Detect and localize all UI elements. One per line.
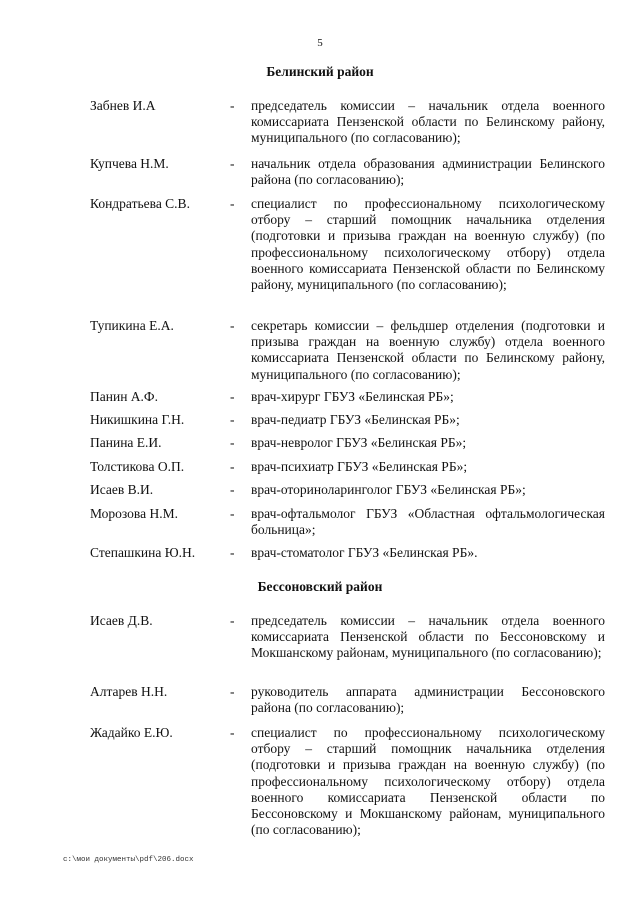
section-heading-belinsky: Белинский район: [266, 64, 374, 79]
dash-separator: -: [230, 613, 235, 628]
member-name: Исаев В.И.: [90, 482, 154, 497]
member-role: врач-психиатр ГБУЗ «Белинская РБ»;: [251, 459, 468, 474]
section-heading-bessonovsky: Бессоновский район: [257, 579, 383, 594]
dash-separator: -: [230, 156, 235, 171]
dash-separator: -: [230, 545, 235, 560]
member-role: секретарь комиссии – фельдшер отделения (подготовки и призыва граждан на военную службу) отдела военного комиссариата Пензенской области по Белинскому району, муниципального (по согласованию);: [251, 318, 605, 382]
dash-separator: -: [230, 98, 235, 113]
member-name: Толстикова О.П.: [90, 459, 185, 474]
member-name: Кондратьева С.В.: [90, 196, 190, 211]
member-name: Купчева Н.М.: [90, 156, 169, 171]
member-name: Алтарев Н.Н.: [90, 684, 168, 699]
dash-separator: -: [230, 482, 235, 497]
member-name: Забнев И.А: [90, 98, 156, 113]
member-role: специалист по профессиональному психологическому отбору – старший помощник начальника отделения (подготовки и призыва граждан на военную службу) (по профессиональному психологическому отбору) отдела военного комиссариата Пензенской области по Белинскому району, муниципального (по согласованию);: [251, 196, 605, 293]
member-name: Панин А.Ф.: [90, 389, 158, 404]
member-role: врач-стоматолог ГБУЗ «Белинская РБ».: [251, 545, 478, 560]
member-role: врач-педиатр ГБУЗ «Белинская РБ»;: [251, 412, 460, 427]
member-name: Исаев Д.В.: [90, 613, 153, 628]
dash-separator: -: [230, 506, 235, 521]
member-role: врач-хирург ГБУЗ «Белинская РБ»;: [251, 389, 454, 404]
dash-separator: -: [230, 412, 235, 427]
member-name: Морозова Н.М.: [90, 506, 178, 521]
member-name: Жадайко Е.Ю.: [90, 725, 173, 740]
member-name: Тупикина Е.А.: [90, 318, 174, 333]
footer-file-path: c:\мои документы\pdf\206.docx: [63, 856, 194, 864]
member-name: Степашкина Ю.Н.: [90, 545, 196, 560]
dash-separator: -: [230, 725, 235, 740]
dash-separator: -: [230, 435, 235, 450]
member-role: специалист по профессиональному психологическому отбору – старший помощник начальника отделения (подготовки и призыва граждан на военную службу) (по профессиональному психологическому отбору) отдела военного комиссариата Пензенской области по Бессоновскому и Мокшанскому районам, муниципального (по согласованию);: [251, 725, 605, 838]
member-name: Никишкина Г.Н.: [90, 412, 185, 427]
member-role: врач-невролог ГБУЗ «Белинская РБ»;: [251, 435, 467, 450]
dash-separator: -: [230, 459, 235, 474]
member-role: председатель комиссии – начальник отдела военного комиссариата Пензенской области по Белинскому району, муниципального (по согласованию);: [251, 98, 605, 146]
dash-separator: -: [230, 196, 235, 211]
member-role: председатель комиссии – начальник отдела военного комиссариата Пензенской области по Бессоновскому и Мокшанскому районам, муниципального (по согласованию);: [251, 613, 605, 661]
dash-separator: -: [230, 389, 235, 404]
member-role: врач-офтальмолог ГБУЗ «Областная офтальмологическая больница»;: [251, 506, 605, 538]
member-role: руководитель аппарата администрации Бессоновского района (по согласованию);: [251, 684, 605, 716]
dash-separator: -: [230, 684, 235, 699]
member-role: врач-оториноларинголог ГБУЗ «Белинская РБ»;: [251, 482, 526, 497]
member-name: Панина Е.И.: [90, 435, 162, 450]
dash-separator: -: [230, 318, 235, 333]
member-role: начальник отдела образования администрации Белинского района (по согласованию);: [251, 156, 605, 188]
page-number: 5: [317, 37, 323, 49]
